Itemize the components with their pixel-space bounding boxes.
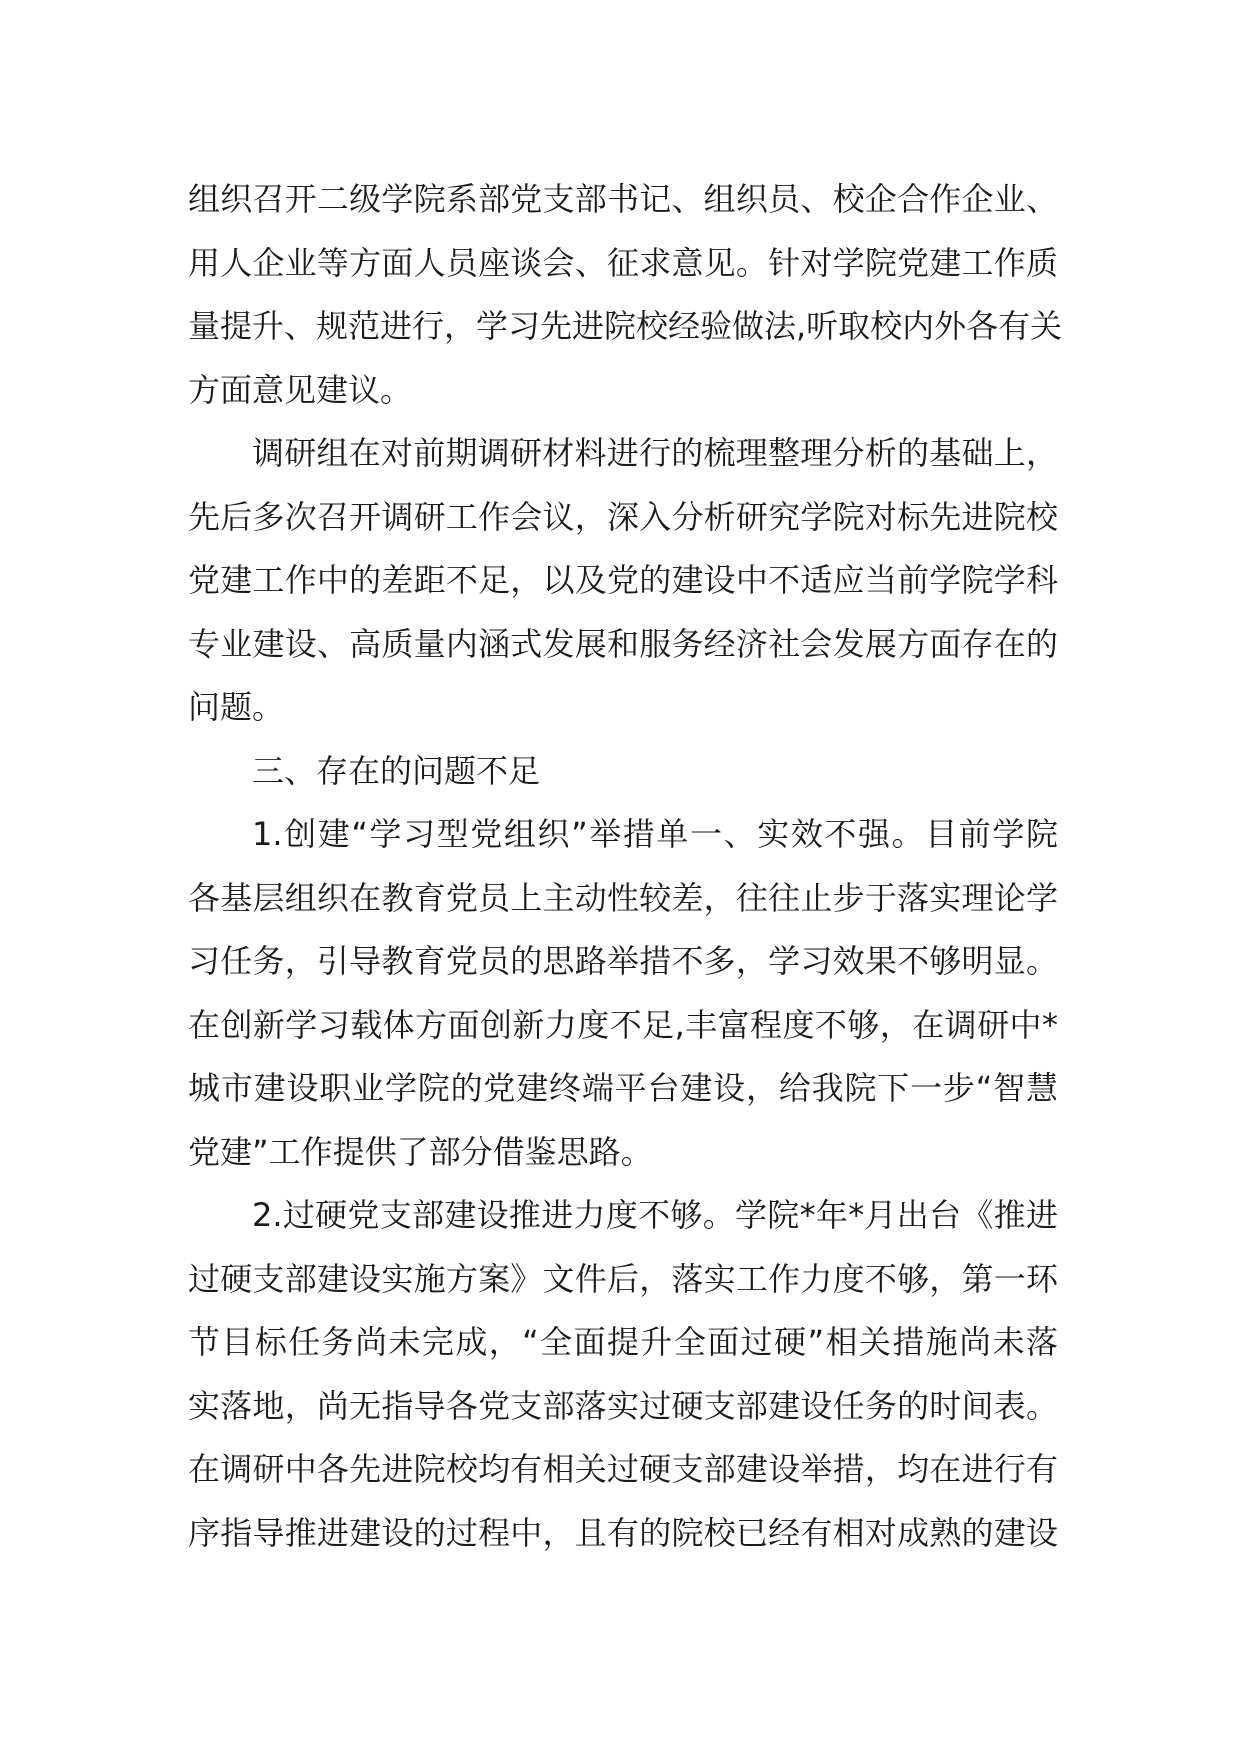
text-line: 党建工作中的差距不足，以及党的建设中不适应当前学院学科 (188, 561, 1058, 599)
section-heading: 三、存在的问题不足 (252, 751, 541, 790)
text-line: 先后多次召开调研工作会议，深入分析研究学院对标先进院校 (188, 497, 1058, 536)
text-line: 习任务，引导教育党员的思路举措不多，学习效果不够明显。 (188, 942, 1058, 980)
paragraph-first-line: 调研组在对前期调研材料进行的梳理整理分析的基础上， (252, 434, 1058, 472)
paragraph-first-line: 2.过硬党支部建设推进力度不够。学院*年*月出台《推进 (252, 1196, 1058, 1234)
text-line: 党建”工作提供了部分借鉴思路。 (188, 1132, 653, 1171)
text-line: 用人企业等方面人员座谈会、征求意见。针对学院党建工作质 (188, 243, 1058, 282)
text-line: 实落地，尚无指导各党支部落实过硬支部建设任务的时间表。 (188, 1386, 1058, 1425)
text-line: 在调研中各先进院校均有相关过硬支部建设举措，均在进行有 (188, 1450, 1058, 1488)
text-line: 在创新学习载体方面创新力度不足,丰富程度不够，在调研中* (188, 1005, 1058, 1044)
text-line: 方面意见建议。 (188, 370, 413, 409)
text-line: 问题。 (188, 688, 285, 726)
text-line: 城市建设职业学院的党建终端平台建设，给我院下一步“智慧 (188, 1069, 1058, 1107)
body-text (188, 168, 1063, 1565)
text-line: 专业建设、高质量内涵式发展和服务经济社会发展方面存在的 (188, 624, 1058, 663)
text-line: 组织召开二级学院系部党支部书记、组织员、校企合作企业、 (188, 180, 1058, 218)
paragraph-first-line: 1.创建“学习型党组织”举措单一、实效不强。目前学院 (252, 815, 1058, 853)
text-line: 各基层组织在教育党员上主动性较差，往往止步于落实理论学 (188, 878, 1058, 917)
text-line: 过硬支部建设实施方案》文件后，落实工作力度不够，第一环 (188, 1259, 1058, 1298)
text-line: 节目标任务尚未完成，“全面提升全面过硬”相关措施尚未落 (188, 1323, 1058, 1361)
text-line: 量提升、规范进行，学习先进院校经验做法,听取校内外各有关 (188, 307, 1063, 345)
text-line: 序指导推进建设的过程中，且有的院校已经有相对成熟的建设 (188, 1513, 1058, 1552)
